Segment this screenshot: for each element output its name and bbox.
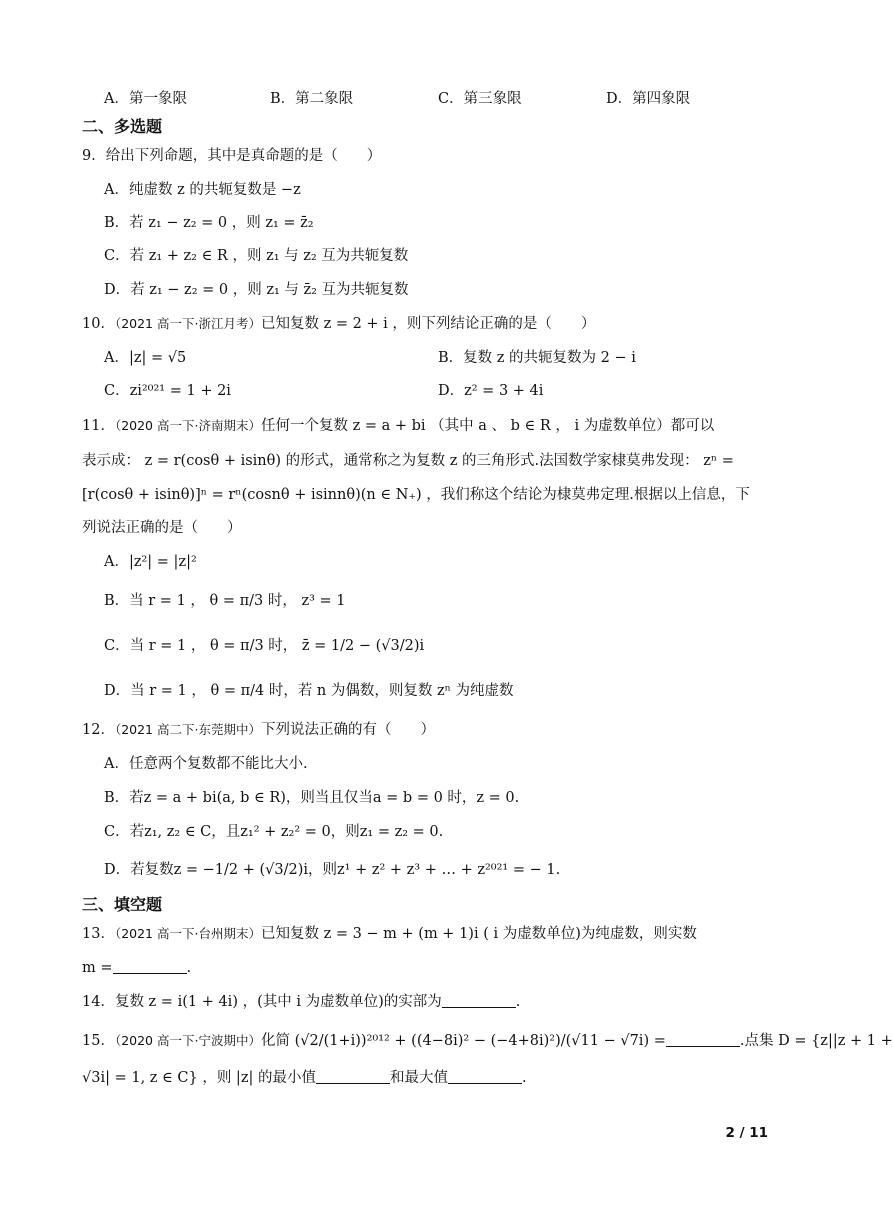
q15-text: 化简 (√2/(1+i))²⁰¹² + ((4−8i)² − (−4+8i)²)/(√11 − √7i) =	[260, 1033, 666, 1049]
q15-answer-blank-2	[316, 1069, 390, 1084]
q8-option-c: C．第三象限	[438, 91, 522, 107]
q10-source: （2021 高一下·浙江月考）	[114, 316, 261, 331]
q11-text: 任何一个复数 z = a + bi （其中 a 、 b ∈ R ， i 为虚数单位）都可以	[260, 418, 715, 434]
q11-line-1	[82, 416, 714, 436]
q11-line-2: 表示成： z = r(cosθ + isinθ) 的形式，通常称之为复数 z 的三角形式.法国数学家棣莫弗发现： zⁿ =	[82, 453, 734, 469]
q10-option-c: C．zi²⁰²¹ = 1 + 2i	[104, 383, 231, 399]
q12-number: 12．	[82, 722, 115, 738]
q10-option-a: A．|z| = √5	[104, 350, 187, 366]
q11-option-c: C．当 r = 1 ， θ = π/3 时， z̄ = 1/2 − (√3/2)i	[104, 638, 425, 654]
q10-option-b: B．复数 z 的共轭复数为 2 − i	[438, 350, 636, 366]
q12-text: 下列说法正确的有（ ）	[260, 722, 435, 738]
q8-option-d: D．第四象限	[606, 91, 691, 107]
q12-option-c: C．若z₁, z₂ ∈ C，且z₁² + z₂² = 0，则z₁ = z₂ = 0.	[104, 824, 444, 840]
q11-option-a: A．|z²| = |z|²	[104, 554, 197, 570]
q14-stem: 14．复数 z = i(1 + 4i) ，(其中 i 为虚数单位)的实部为 .	[82, 994, 521, 1010]
q12-stem	[82, 720, 435, 740]
q15-number: 15．	[82, 1033, 115, 1049]
q9-option-b: B．若 z₁ − z₂ = 0 ，则 z₁ = z̄₂	[104, 215, 314, 231]
q10-number: 10．	[82, 316, 115, 332]
q12-option-b: B．若z = a + bi(a, b ∈ R)，则当且仅当a = b = 0 时，z = 0.	[104, 790, 520, 806]
q15-line-1	[82, 1031, 893, 1051]
q11-source: （2020 高一下·济南期末）	[114, 418, 261, 433]
q13-answer-blank	[113, 959, 187, 974]
q15-text-b: .点集 D = {z||z + 1 +	[739, 1033, 893, 1049]
q11-option-d: D．当 r = 1 ， θ = π/4 时，若 n 为偶数，则复数 zⁿ 为纯虚数	[104, 683, 514, 699]
q11-line-4: 列说法正确的是（ ）	[82, 520, 242, 536]
q15-answer-blank-3	[448, 1069, 522, 1084]
q9-option-a: A．纯虚数 z 的共轭复数是 −z	[104, 182, 301, 198]
q13-number: 13．	[82, 926, 115, 942]
q8-option-b: B．第二象限	[270, 91, 354, 107]
q14-answer-blank	[442, 993, 516, 1008]
q14-text: 14．复数 z = i(1 + 4i) ，(其中 i 为虚数单位)的实部为	[82, 994, 442, 1010]
q12-source: （2021 高二下·东莞期中）	[114, 722, 261, 737]
q15-source: （2020 高一下·宁波期中）	[114, 1033, 261, 1048]
q9-option-d: D．若 z₁ − z₂ = 0 ，则 z₁ 与 z̄₂ 互为共轭复数	[104, 282, 409, 298]
q13-text: 已知复数 z = 3 − m + (m + 1)i ( i 为虚数单位)为纯虚数，则实数	[260, 926, 697, 942]
q13-line-2: m = .	[82, 960, 192, 976]
q12-option-a: A．任意两个复数都不能比大小.	[104, 756, 308, 772]
q9-stem: 9．给出下列命题，其中是真命题的是（ ）	[82, 148, 382, 164]
q11-number: 11．	[82, 418, 115, 434]
page-number: 2 / 11	[725, 1125, 768, 1141]
q8-option-a: A．第一象限	[104, 91, 187, 107]
q9-option-c: C．若 z₁ + z₂ ∈ R ，则 z₁ 与 z₂ 互为共轭复数	[104, 248, 409, 264]
q11-option-b: B．当 r = 1 ， θ = π/3 时， z³ = 1	[104, 593, 346, 609]
q15-answer-blank-1	[666, 1032, 740, 1047]
q13-source: （2021 高一下·台州期末）	[114, 926, 261, 941]
section-heading-multi: 二、多选题	[82, 117, 163, 136]
q10-option-d: D．z² = 3 + 4i	[438, 383, 544, 399]
q15-line-2: √3i| = 1, z ∈ C} ，则 |z| 的最小值 和最大值 .	[82, 1070, 527, 1086]
section-heading-fill: 三、填空题	[82, 895, 163, 914]
q11-line-3: [r(cosθ + isinθ)]ⁿ = rⁿ(cosnθ + isinnθ)(n ∈ N₊) ，我们称这个结论为棣莫弗定理.根据以上信息，下	[82, 487, 750, 503]
q13-var-m: m =	[82, 960, 113, 976]
q15-line-2b: 和最大值	[389, 1070, 448, 1086]
q15-line-2a: √3i| = 1, z ∈ C} ，则 |z| 的最小值	[82, 1070, 316, 1086]
q13-stem	[82, 924, 697, 944]
q10-stem	[82, 314, 595, 334]
q10-text: 已知复数 z = 2 + i ，则下列结论正确的是（ ）	[260, 316, 596, 332]
q12-option-d: D．若复数z = −1/2 + (√3/2)i，则z¹ + z² + z³ + … + z²⁰²¹ = − 1.	[104, 862, 561, 878]
